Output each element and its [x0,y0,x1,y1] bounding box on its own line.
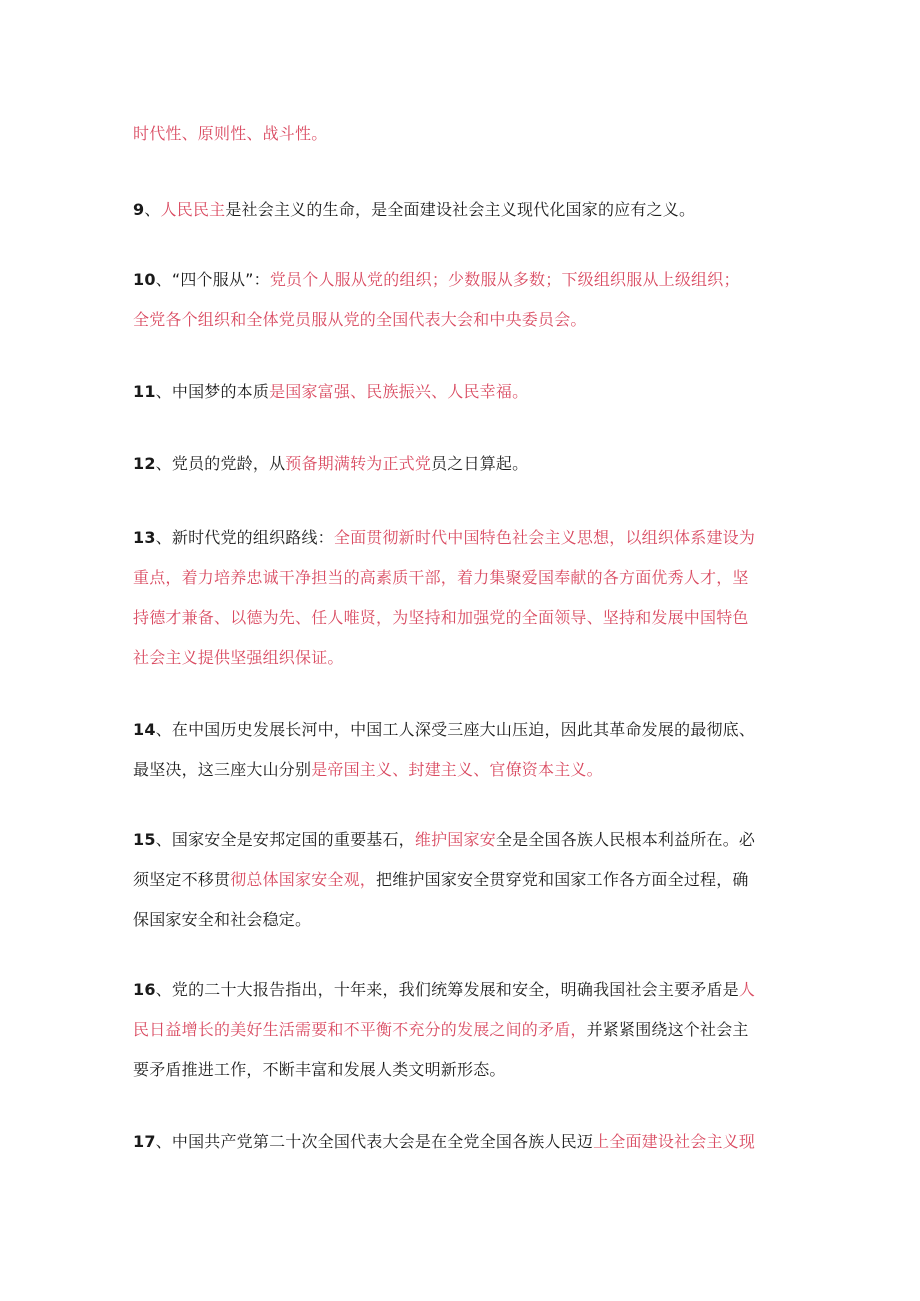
paragraph-line [133,606,793,630]
body-text: 员之日算起。 [431,454,529,473]
body-text: 、党员的党龄，从 [155,454,286,473]
body-text: 、 [144,200,161,219]
body-text: 、新时代党的组织路线： [155,528,334,547]
body-text: 是社会主义的生命，是全面建设社会主义现代化国家的应有之义。 [225,200,696,219]
body-text: 、中国梦的本质 [155,382,270,401]
highlighted-text: 社会主义提供坚强组织保证。 [133,648,344,667]
item-number: 12 [133,454,156,473]
highlighted-text: 民日益增长的美好生活需要和不平衡不充分的发展之间的矛盾， [133,1020,587,1039]
paragraph-line [133,868,793,892]
highlighted-text: 人民民主 [160,200,226,219]
paragraph-line [133,308,793,332]
highlighted-text: 重点，着力培养忠诚干净担当的高素质干部，着力集聚爱国奉献的各方面优秀人才，坚 [133,568,749,587]
paragraph-line [133,1130,793,1154]
highlighted-text: 人 [738,980,756,999]
highlighted-text: 时代性、原则性、战斗性。 [133,124,328,143]
paragraph-line [133,566,793,590]
paragraph-line [133,978,793,1002]
paragraph-line [133,380,793,404]
item-number: 11 [133,382,156,401]
body-text: 把维护国家安全贯穿党和国家工作各方面全过程，确 [376,870,749,889]
item-number: 17 [133,1132,156,1151]
highlighted-text: 党员个人服从党的组织；少数服从多数；下级组织服从上级组织； [269,270,740,289]
body-text: 保国家安全和社会稳定。 [133,910,312,929]
item-number: 13 [133,528,156,547]
body-text: 须坚定不移贯 [133,870,231,889]
body-text: 全是全国各族人民根本利益所在。必 [495,830,756,849]
paragraph-line [133,908,793,932]
item-number: 16 [133,980,156,999]
body-text: 、“四个服从”： [155,270,270,289]
highlighted-text: 上全面建设社会主义现 [593,1132,756,1151]
item-number: 9 [133,200,145,219]
body-text: 、在中国历史发展长河中，中国工人深受三座大山压迫，因此其革命发展的最彻底、 [155,720,756,739]
highlighted-text: 持德才兼备、以德为先、任人唯贤，为坚持和加强党的全面领导、坚持和发展中国特色 [133,608,749,627]
highlighted-text: 彻总体国家安全观， [230,870,377,889]
highlighted-text: 全党各个组织和全体党员服从党的全国代表大会和中央委员会。 [133,310,587,329]
body-text: 最坚决，这三座大山分别 [133,760,312,779]
paragraph-line [133,718,793,742]
body-text: 并紧紧围绕这个社会主 [586,1020,749,1039]
highlighted-text: 是帝国主义、封建主义、官僚资本主义。 [311,760,603,779]
item-number: 15 [133,830,156,849]
body-text: 要矛盾推进工作，不断丰富和发展人类文明新形态。 [133,1060,506,1079]
highlighted-text: 维护国家安 [414,830,496,849]
paragraph-line [133,122,793,146]
highlighted-text: 全面贯彻新时代中国特色社会主义思想，以组织体系建设为 [333,528,756,547]
highlighted-text: 是国家富强、民族振兴、人民幸福。 [269,382,529,401]
paragraph-line [133,268,793,292]
item-number: 10 [133,270,156,289]
paragraph-line [133,526,793,550]
highlighted-text: 预备期满转为正式党 [285,454,432,473]
paragraph-line [133,646,793,670]
body-text: 、国家安全是安邦定国的重要基石， [155,830,415,849]
paragraph-line [133,1018,793,1042]
body-text: 、党的二十大报告指出，十年来，我们统筹发展和安全，明确我国社会主要矛盾是 [155,980,739,999]
paragraph-line [133,198,793,222]
item-number: 14 [133,720,156,739]
paragraph-line [133,828,793,852]
body-text: 、中国共产党第二十次全国代表大会是在全党全国各族人民迈 [155,1132,594,1151]
paragraph-line [133,452,793,476]
paragraph-line [133,758,793,782]
paragraph-line [133,1058,793,1082]
